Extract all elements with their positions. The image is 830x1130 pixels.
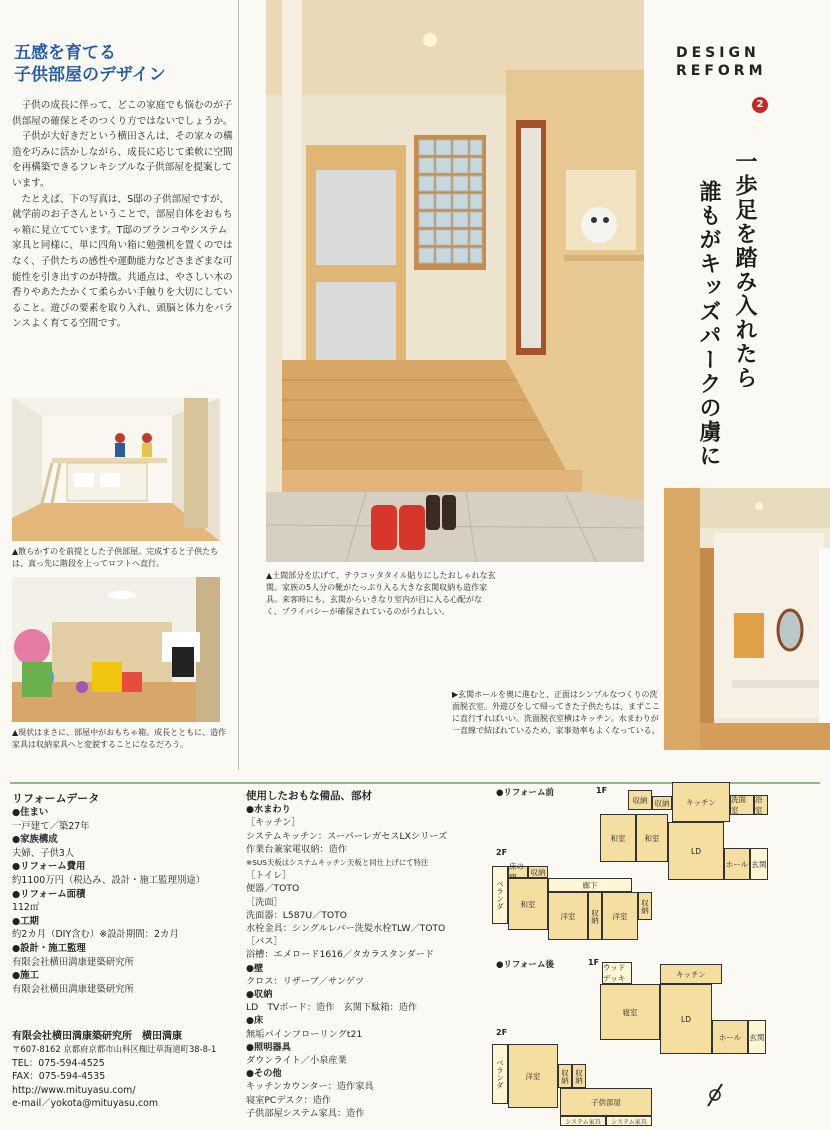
data-label: ●家族構成 <box>12 834 58 846</box>
floor-label-1f: 1F <box>588 958 600 967</box>
company-tel: TEL：075-594-4525 <box>12 1057 105 1069</box>
material-line: ダウンライト／小泉産業 <box>246 1055 347 1067</box>
plan-room: 収納 <box>558 1064 572 1088</box>
data-value: 有限会社横田満康建築研究所 <box>12 956 134 968</box>
data-label: ●住まい <box>12 807 49 818</box>
photo-toy-room <box>12 577 220 722</box>
data-value: 一戸建て／築27年 <box>12 820 90 832</box>
company-address: 〒607-8162 京都府京都市山科区椥辻草海道町38-8-1 <box>12 1044 217 1055</box>
plan-room: 和室 <box>636 814 668 862</box>
plan-room: 床の <box>508 866 528 878</box>
plan-room: 収納 <box>628 790 652 810</box>
plan-room: システム家具 <box>560 1116 606 1126</box>
plan-room: 和室 <box>600 814 636 862</box>
floor-label-2f: 2F <box>496 848 508 857</box>
plan-room: 洋室 <box>548 892 588 940</box>
material-line: ●壁 <box>246 962 264 974</box>
column-divider <box>238 0 239 770</box>
reform-data-title: リフォームデータ <box>12 792 100 805</box>
company-fax: FAX：075-594-4535 <box>12 1071 106 1083</box>
plan-room: 和室 <box>508 878 548 930</box>
data-label: ●リフォーム面積 <box>12 888 86 900</box>
material-line: ●水まわり <box>246 804 291 816</box>
material-line: 浴槽：エメロード1616／タカラスタンダード <box>246 949 435 961</box>
material-line: ●収納 <box>246 989 273 1001</box>
vertical-title-line-1: 一歩足を踏み入れたら <box>732 150 758 390</box>
material-line: ●照明器具 <box>246 1041 291 1053</box>
intro-paragraph: たとえば、下の写真は、S邸の子供部屋ですが、就学前のお子さんということで、部屋自体をおもちゃ箱に見立てています。T邸のブランコやシステム家具と同様に、単に四角い箱に勉強机を置くのではなく、子供たちの感性や運動能力などさまざまな可能性を引き出すのが特徴。共通点は、やさしい木の香りやあたたかくて柔らかい手触りを大切にしていること。遊びの要素を取り入れ、頭脳と体力をバランスよく育てる空間です。 <box>12 193 234 330</box>
material-line: 洗面器：L587U／TOTO <box>246 909 348 921</box>
section-tag-line-1: DESIGN <box>676 45 760 61</box>
material-line: ［キッチン］ <box>246 817 301 829</box>
material-line: LD TVボード：造作 玄関下駄箱：造作 <box>246 1002 418 1014</box>
caption-entrance: ▲土間部分を広げて、テラコッタタイル貼りにしたおしゃれな玄関。家族の5人分の靴がたっぷり入る大きな玄関収納も造作家具。来客時にも、玄関からいきなり室内が目に入る心配がなく、プライバシーが確保されているのがうれしい。 <box>266 571 496 616</box>
data-label: ●工期 <box>12 915 39 927</box>
section-tag <box>676 44 767 80</box>
material-line: ※SUS天板はシステムキッチン天板と同仕上げにて特注 <box>246 858 429 868</box>
material-line: 水栓金具：シングルレバー洗髪水栓TLW／TOTO <box>246 923 446 935</box>
photo-entrance <box>266 0 644 562</box>
company-email[interactable]: e-mail／yokota@mituyasu.com <box>12 1098 158 1110</box>
material-line: 寝室PCデスク：造作 <box>246 1094 332 1106</box>
intro-text <box>12 98 234 332</box>
article-headline <box>14 42 234 86</box>
material-line: キッチンカウンター：造作家具 <box>246 1081 374 1093</box>
plan-room: LD <box>660 984 712 1054</box>
material-line: ●床 <box>246 1015 264 1027</box>
vertical-title-line-2: 誰もがキッズパークの虜に <box>696 180 722 468</box>
plan-room: キッチン <box>660 964 722 984</box>
data-value: 夫婦、子供3人 <box>12 847 75 859</box>
material-line: ［洗面］ <box>246 896 283 908</box>
photo-loft-room <box>12 398 220 541</box>
floor-label-1f: 1F <box>596 786 608 795</box>
material-line: ●その他 <box>246 1068 282 1080</box>
plan-room: 洗面室 <box>730 795 754 815</box>
caption-toy-room: ▲現状はまさに、部屋中がおもちゃ箱。成長とともに、造作家具は収納家具へと変貌することになるだろう。 <box>12 728 227 749</box>
reform-data-list <box>12 806 237 996</box>
material-line: ［バス］ <box>246 936 283 948</box>
materials-title: 使用したおもな備品、部材 <box>246 790 372 802</box>
plan-room: ホール <box>712 1020 748 1054</box>
plan-room: 浴室 <box>754 795 768 815</box>
plan-room: ウッドデッキ <box>602 962 632 984</box>
material-line: システムキッチン：スーパーレガセスLXシリーズ <box>246 830 448 842</box>
company-name: 有限会社横田満康築研究所 横田満康 <box>12 1031 182 1042</box>
plan-room: ベランダ <box>492 1044 508 1104</box>
intro-paragraph: 子供が大好きだという横田さんは、その家々の構造を巧みに活かしながら、成長に応じて柔軟に空間を再構築できるフレキシブルな子供部屋を提案しています。 <box>12 131 233 189</box>
plan-room: 寝室 <box>600 984 660 1040</box>
data-value: 112㎡ <box>12 902 40 914</box>
data-value: 約1100万円（税込み、設計・施工監理別途） <box>12 874 206 886</box>
plan-room: 収納 <box>588 892 602 940</box>
plan-room: 洋室 <box>602 892 638 940</box>
section-tag-line-2: REFORM <box>676 63 767 79</box>
company-info <box>12 1030 216 1110</box>
company-url[interactable]: http://www.mituyasu.com/ <box>12 1084 136 1096</box>
intro-paragraph: 子供の成長に伴って、どこの家庭でも悩むのが子供部屋の確保とそのつくり方ではないでしょうか。 <box>12 100 233 127</box>
data-value: 有限会社横田満康建築研究所 <box>12 983 134 995</box>
plan-room: 収納 <box>528 866 548 878</box>
plan-room: 廊下 <box>548 878 632 892</box>
headline-line-2: 子供部屋のデザイン <box>14 65 166 85</box>
section-number-badge: 2 <box>752 97 768 113</box>
material-line: 作業台兼家電収納：造作 <box>246 843 348 855</box>
plan-room: システム家具 <box>606 1116 652 1126</box>
plan-room: 玄関 <box>750 848 768 880</box>
material-line: クロス：リザーブ／サンゲツ <box>246 975 365 987</box>
data-value: 約2カ月（DIY含む）※設計期間：2カ月 <box>12 929 179 941</box>
material-line: 無垢パインフローリングt21 <box>246 1028 363 1040</box>
plan-room: LD <box>668 822 724 880</box>
plan-room: ベランダ <box>492 866 508 924</box>
plan-room: キッチン <box>672 782 730 822</box>
material-line: ［トイレ］ <box>246 870 292 882</box>
materials-list <box>246 790 486 1120</box>
plan-room: 子供部屋 <box>560 1088 652 1116</box>
plan-room: 収納 <box>638 892 652 920</box>
plan-before-label: ●リフォーム前 <box>496 788 554 798</box>
plan-room: 玄関 <box>748 1020 766 1054</box>
plan-room: 収納 <box>572 1064 586 1088</box>
plan-after-label: ●リフォーム後 <box>496 960 554 970</box>
plan-room: 収納 <box>652 796 672 810</box>
photo-washroom <box>664 488 830 750</box>
material-line: 便器／TOTO <box>246 883 300 895</box>
north-arrow-icon <box>700 1080 730 1110</box>
headline-line-1: 五感を育てる <box>14 43 116 63</box>
data-label: ●設計・施工監理 <box>12 942 86 954</box>
plan-room: 洋室 <box>508 1044 558 1108</box>
material-line: 子供部屋システム家具：造作 <box>246 1107 365 1119</box>
plan-room: ホール <box>724 848 750 880</box>
data-label: ●施工 <box>12 970 39 982</box>
data-label: ●リフォーム費用 <box>12 861 86 873</box>
caption-loft: ▲散らかすのを前提とした子供部屋。完成すると子供たちは、真っ先に階段を上ってロフトへ直行。 <box>12 547 219 568</box>
caption-washroom: ▶玄関ホールを奥に進むと、正面はシンプルなつくりの洗面脱衣室。外遊びをして帰ってきた子供たちは、まずここに直行すればいい。洗面脱衣室横はキッチン。水まわりが一直線で結ばれているため、家事効率もよくなっている。 <box>452 690 660 735</box>
floor-label-2f: 2F <box>496 1028 508 1037</box>
